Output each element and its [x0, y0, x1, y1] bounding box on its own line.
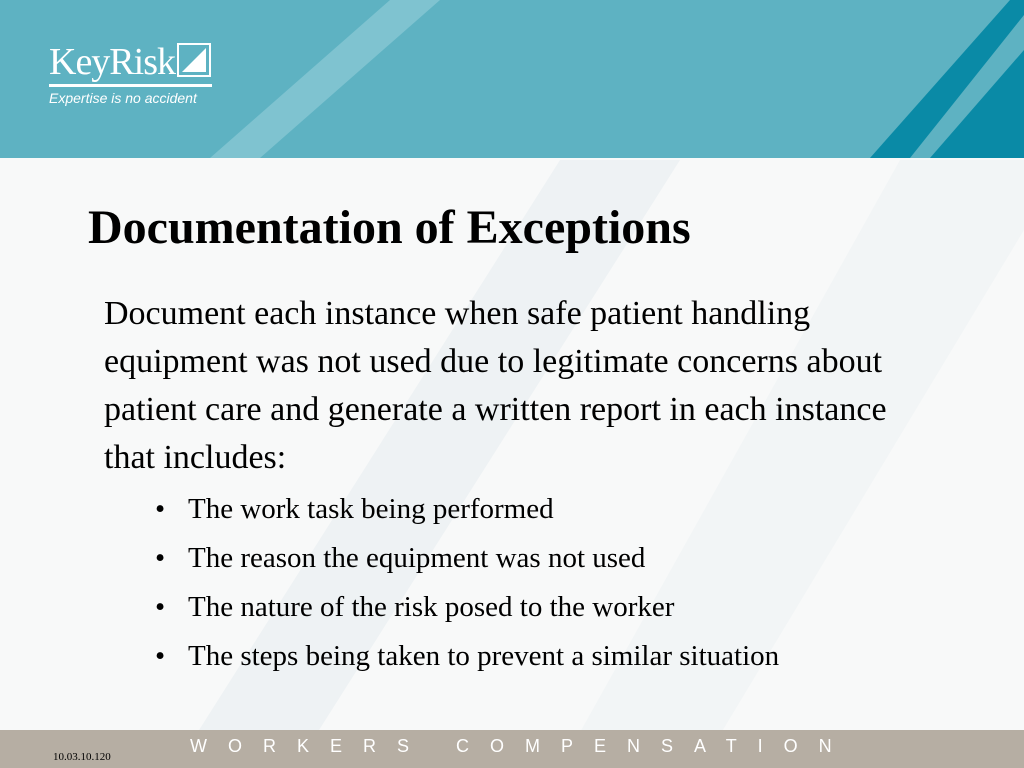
bullet-icon: • — [155, 640, 166, 672]
list-item — [155, 583, 779, 632]
logo-tagline: Expertise is no accident — [49, 90, 197, 106]
logo-mark-icon — [177, 43, 211, 77]
list-item — [155, 485, 779, 534]
logo-wordmark: KeyRisk — [49, 41, 175, 83]
keyrisk-logo — [49, 40, 219, 110]
slide-id: 10.03.10.120 — [53, 751, 111, 763]
bullet-text: The reason the equipment was not used — [188, 542, 646, 574]
bullet-icon: • — [155, 493, 166, 525]
footer-label: WORKERS COMPENSATION — [190, 736, 853, 756]
list-item — [155, 632, 779, 681]
slide-title: Documentation of Exceptions — [88, 201, 691, 254]
bullet-text: The nature of the risk posed to the worker — [188, 591, 675, 623]
bullet-icon: • — [155, 591, 166, 623]
logo-rule — [49, 84, 212, 87]
intro-paragraph: Document each instance when safe patient handling equipment was not used due to legitimate concerns about patient care and generate a written report in each instance that includes: — [104, 295, 887, 476]
bullet-text: The steps being taken to prevent a similar situation — [188, 640, 780, 672]
list-item — [155, 534, 779, 583]
bullet-list — [155, 485, 779, 681]
bullet-icon: • — [155, 542, 166, 574]
bullet-text: The work task being performed — [188, 493, 554, 525]
